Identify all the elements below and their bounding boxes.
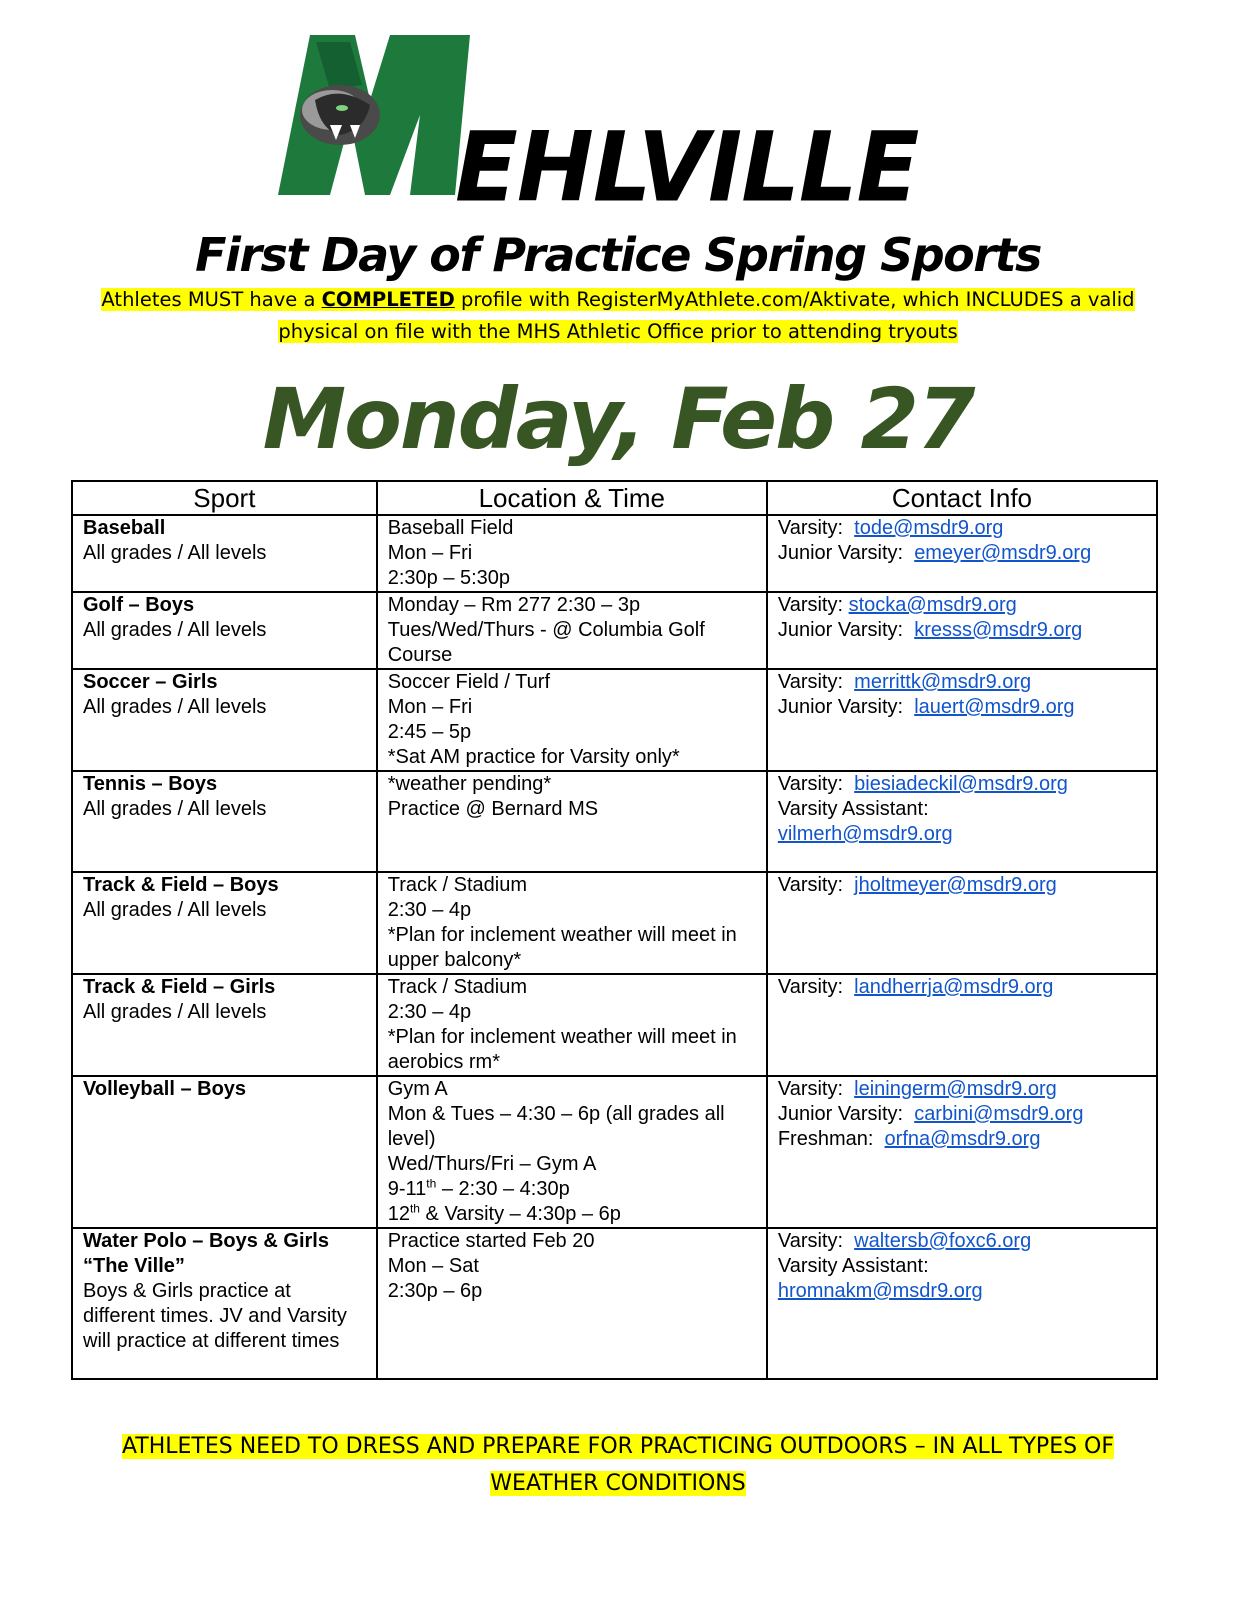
- location-cell: [377, 515, 767, 592]
- location-line: 2:30p – 5:30p: [387, 567, 511, 589]
- sport-detail: All grades / All levels: [83, 899, 267, 921]
- sport-name: Track & Field – Boys: [83, 874, 279, 896]
- sport-cell: [72, 669, 377, 771]
- contact-role: Varsity:: [777, 1078, 855, 1100]
- logo-wordmark: EHLVILLE: [455, 111, 919, 224]
- contact-line: [778, 1127, 1146, 1152]
- time-range: – 2:30 – 4:30p: [436, 1178, 570, 1200]
- contact-email-link[interactable]: waltersb@foxc6.org: [854, 1230, 1032, 1252]
- contact-role: Varsity:: [777, 594, 849, 616]
- location-line: Gym A: [387, 1078, 448, 1100]
- sport-detail: All grades / All levels: [83, 696, 267, 718]
- location-line: Practice started Feb 20: [387, 1230, 595, 1252]
- table-row: [72, 974, 1157, 1076]
- warning-line-2: WEATHER CONDITIONS: [490, 1471, 746, 1496]
- location-line: 2:45 – 5p: [387, 721, 472, 743]
- ordinal-suffix: th: [409, 1201, 420, 1216]
- contact-cell: [767, 1076, 1157, 1228]
- contact-line: [778, 1102, 1146, 1127]
- sport-cell: [72, 515, 377, 592]
- contact-email-link[interactable]: emeyer@msdr9.org: [914, 542, 1092, 564]
- contact-cell: [767, 1228, 1157, 1379]
- location-line: 2:30p – 6p: [387, 1280, 483, 1302]
- contact-role: Varsity:: [777, 976, 855, 998]
- sport-name: Tennis – Boys: [83, 773, 218, 795]
- location-line: [388, 1202, 756, 1227]
- sport-name: Soccer – Girls: [83, 671, 218, 693]
- table-row: [72, 669, 1157, 771]
- location-line: *weather pending*: [387, 773, 552, 795]
- profile-notice: [90, 284, 1146, 348]
- contact-email-link[interactable]: tode@msdr9.org: [854, 517, 1004, 539]
- contact-role: Varsity Assistant:: [777, 1255, 929, 1277]
- table-row: [72, 592, 1157, 669]
- warning-line-1: ATHLETES NEED TO DRESS AND PREPARE FOR PRACTICING OUTDOORS – IN ALL TYPES OF: [121, 1434, 1115, 1459]
- contact-line: [778, 873, 1146, 898]
- sport-detail: All grades / All levels: [83, 1001, 267, 1023]
- location-line: [388, 1177, 756, 1202]
- contact-email-link[interactable]: leiningerm@msdr9.org: [854, 1078, 1057, 1100]
- location-cell: [377, 1228, 767, 1379]
- contact-role: Varsity:: [777, 1230, 855, 1252]
- table-row: [72, 872, 1157, 974]
- contact-role: Varsity:: [777, 874, 855, 896]
- location-line: Mon – Fri: [387, 542, 473, 564]
- sport-nickname: “The Ville”: [83, 1255, 185, 1277]
- sport-name: Track & Field – Girls: [83, 976, 276, 998]
- location-line: 2:30 – 4p: [387, 899, 472, 921]
- page-title: First Day of Practice Spring Sports: [195, 228, 1041, 282]
- contact-line: [778, 797, 1146, 822]
- mehlville-logo: [270, 30, 970, 224]
- location-line: Wed/Thurs/Fri – Gym A: [387, 1153, 597, 1175]
- contact-email-link[interactable]: merrittk@msdr9.org: [854, 671, 1032, 693]
- contact-role: Varsity Assistant:: [777, 798, 929, 820]
- contact-line: [778, 1077, 1146, 1102]
- table-row: [72, 1228, 1157, 1379]
- contact-email-link[interactable]: vilmerh@msdr9.org: [777, 823, 953, 845]
- ordinal-suffix: th: [426, 1176, 437, 1191]
- notice-emphasis: COMPLETED: [321, 288, 455, 311]
- contact-email-link[interactable]: jholtmeyer@msdr9.org: [854, 874, 1057, 896]
- location-line: *Plan for inclement weather will meet in upper balcony*: [387, 924, 737, 971]
- contact-line: [778, 822, 1146, 847]
- location-line: Tues/Wed/Thurs - @ Columbia Golf Course: [387, 619, 705, 666]
- contact-email-link[interactable]: kresss@msdr9.org: [914, 619, 1083, 641]
- location-line: 2:30 – 4p: [387, 1001, 472, 1023]
- location-cell: [377, 974, 767, 1076]
- contact-email-link[interactable]: orfna@msdr9.org: [884, 1128, 1041, 1150]
- contact-line: [778, 593, 1146, 618]
- grade-range: 9-11: [387, 1178, 427, 1200]
- sport-cell: [72, 872, 377, 974]
- contact-email-link[interactable]: stocka@msdr9.org: [848, 594, 1017, 616]
- sport-cell: [72, 771, 377, 872]
- contact-line: [778, 772, 1146, 797]
- table-row: [72, 771, 1157, 872]
- sport-name: Water Polo – Boys & Girls: [83, 1230, 329, 1252]
- column-header-contact: Contact Info: [767, 481, 1157, 515]
- contact-cell: [767, 669, 1157, 771]
- location-line: Monday – Rm 277 2:30 – 3p: [387, 594, 641, 616]
- sport-cell: [72, 974, 377, 1076]
- sport-detail: All grades / All levels: [83, 619, 267, 641]
- contact-role: Varsity:: [777, 517, 855, 539]
- notice-line-1: [101, 288, 1134, 311]
- contact-line: [778, 670, 1146, 695]
- schedule-table: [71, 480, 1158, 1380]
- contact-cell: [767, 771, 1157, 872]
- contact-email-link[interactable]: biesiadeckil@msdr9.org: [854, 773, 1068, 795]
- column-header-location: Location & Time: [377, 481, 767, 515]
- practice-date: Monday, Feb 27: [262, 370, 974, 468]
- contact-line: [778, 1229, 1146, 1254]
- table-header-row: [72, 481, 1157, 515]
- location-cell: [377, 771, 767, 872]
- sport-detail: Boys & Girls practice at different times. JV and Varsity will practice at different times: [83, 1280, 347, 1352]
- table-row: [72, 1076, 1157, 1228]
- contact-cell: [767, 515, 1157, 592]
- contact-email-link[interactable]: landherrja@msdr9.org: [854, 976, 1054, 998]
- location-line: Baseball Field: [387, 517, 514, 539]
- contact-cell: [767, 592, 1157, 669]
- notice-text: Athletes MUST have a: [101, 288, 322, 311]
- panther-m-logo-icon: [270, 30, 470, 200]
- contact-cell: [767, 974, 1157, 1076]
- location-line: Track / Stadium: [387, 976, 528, 998]
- location-line: *Sat AM practice for Varsity only*: [387, 746, 680, 768]
- contact-line: [778, 695, 1146, 720]
- location-line: Practice @ Bernard MS: [387, 798, 599, 820]
- contact-line: [778, 1279, 1146, 1304]
- sport-detail: All grades / All levels: [83, 542, 267, 564]
- sport-detail: All grades / All levels: [83, 798, 267, 820]
- notice-line-2: physical on file with the MHS Athletic Office prior to attending tryouts: [278, 320, 958, 343]
- location-line: Mon – Fri: [387, 696, 473, 718]
- contact-cell: [767, 872, 1157, 974]
- location-line: Soccer Field / Turf: [387, 671, 550, 693]
- contact-line: [778, 541, 1146, 566]
- location-cell: [377, 1076, 767, 1228]
- location-cell: [377, 872, 767, 974]
- sport-cell: [72, 592, 377, 669]
- location-line: Mon – Sat: [387, 1255, 479, 1277]
- contact-role: Junior Varsity:: [777, 542, 915, 564]
- location-line: *Plan for inclement weather will meet in aerobics rm*: [387, 1026, 737, 1073]
- contact-line: [778, 1254, 1146, 1279]
- column-header-sport: Sport: [72, 481, 377, 515]
- time-range: & Varsity – 4:30p – 6p: [419, 1203, 621, 1225]
- notice-text: profile with RegisterMyAthlete.com/Aktivate, which INCLUDES a valid: [454, 288, 1135, 311]
- schedule-body: [72, 515, 1157, 1379]
- sport-name: Golf – Boys: [83, 594, 195, 616]
- sport-cell: [72, 1076, 377, 1228]
- contact-role: Junior Varsity:: [777, 619, 915, 641]
- location-cell: [377, 592, 767, 669]
- contact-role: Junior Varsity:: [777, 696, 915, 718]
- contact-line: [778, 618, 1146, 643]
- contact-role: Junior Varsity:: [777, 1103, 915, 1125]
- contact-role: Freshman:: [777, 1128, 885, 1150]
- contact-email-link[interactable]: hromnakm@msdr9.org: [777, 1280, 983, 1302]
- contact-role: Varsity:: [777, 773, 855, 795]
- contact-role: Varsity:: [777, 671, 855, 693]
- sport-cell: [72, 1228, 377, 1379]
- weather-warning: [60, 1428, 1176, 1502]
- contact-line: [778, 516, 1146, 541]
- contact-line: [778, 975, 1146, 1000]
- sport-name: Baseball: [83, 517, 166, 539]
- location-line: Track / Stadium: [387, 874, 528, 896]
- contact-email-link[interactable]: carbini@msdr9.org: [914, 1103, 1084, 1125]
- location-line: Mon & Tues – 4:30 – 6p (all grades all level): [387, 1103, 725, 1150]
- sport-name: Volleyball – Boys: [83, 1078, 247, 1100]
- table-row: [72, 515, 1157, 592]
- contact-email-link[interactable]: lauert@msdr9.org: [914, 696, 1075, 718]
- location-cell: [377, 669, 767, 771]
- grade-range: 12: [387, 1203, 410, 1225]
